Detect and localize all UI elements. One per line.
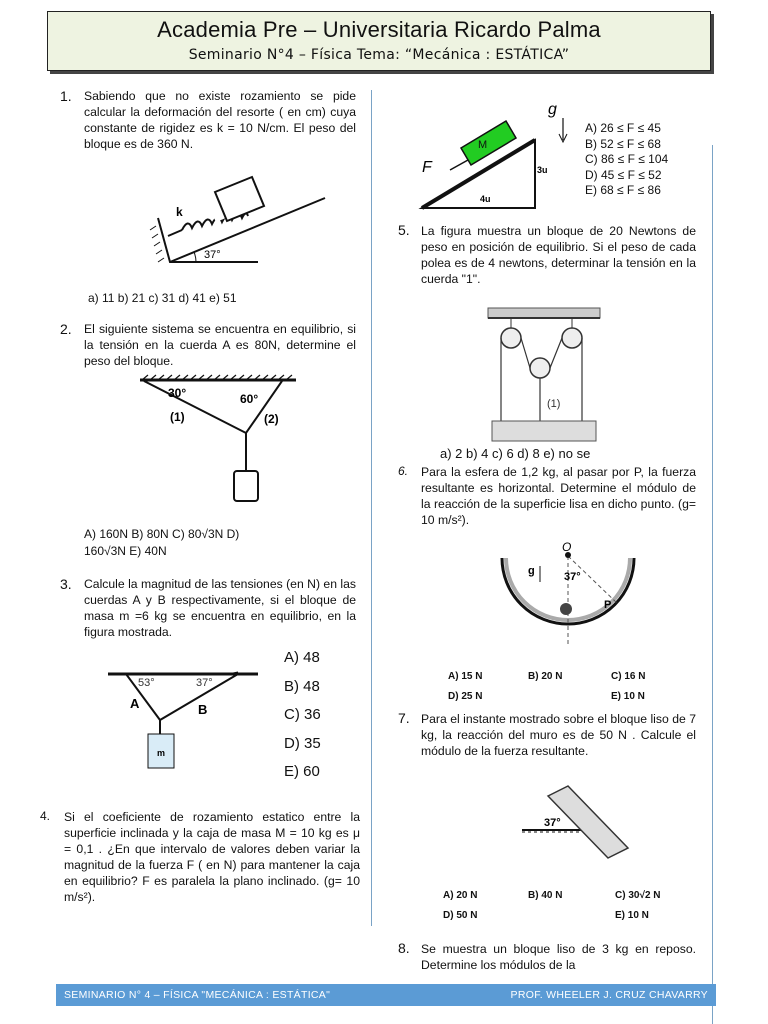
- q4-fig-g: g: [548, 101, 557, 118]
- q8-number: 8.: [398, 940, 410, 956]
- q4-fig-4u: 4u: [480, 194, 491, 204]
- q3-fig-a2: 37°: [196, 677, 213, 689]
- q2-fig-l1: (1): [170, 410, 185, 424]
- q1-fig-angle: 37°: [204, 249, 221, 261]
- q1-figure: [140, 170, 340, 274]
- q6-fig-g: g: [528, 565, 535, 577]
- q4-options: [585, 121, 668, 199]
- q2-fig-a2: 60°: [240, 392, 259, 406]
- q2-options-line2: 160√3N E) 40N: [84, 544, 167, 558]
- q2-options-line1: A) 160N B) 80N C) 80√3N D): [84, 527, 240, 541]
- q1-number: 1.: [60, 88, 72, 104]
- q5-fig-label: (1): [547, 398, 561, 410]
- q8-text: Se muestra un bloque liso de 3 kg en reposo. Determine los módulos de la: [421, 942, 696, 972]
- q6-fig-angle: 37°: [564, 571, 581, 583]
- q3-option-d: D) 35: [284, 734, 321, 752]
- q6-number: 6.: [398, 464, 409, 478]
- q4-option-a: A) 26 ≤ F ≤ 45: [585, 121, 661, 135]
- q4-number: 4.: [40, 809, 51, 823]
- q3-option-c: C) 36: [284, 706, 321, 723]
- q7-option-d: D) 50 N: [443, 910, 478, 921]
- page-title: Academia Pre – Universitaria Ricardo Palma: [157, 17, 601, 42]
- column-divider: [371, 90, 372, 926]
- q4-option-e: E) 68 ≤ F ≤ 86: [585, 183, 661, 197]
- q4-fig-3u: 3u: [537, 165, 548, 175]
- q3-fig-B: B: [198, 702, 208, 717]
- q7-option-a: A) 20 N: [443, 890, 478, 901]
- q4-option-d: D) 45 ≤ F ≤ 52: [585, 167, 662, 182]
- q3-fig-m: m: [157, 748, 166, 758]
- q5-options: a) 2 b) 4 c) 6 d) 8 e) no se: [440, 446, 591, 461]
- footer-left: SEMINARIO N° 4 – FÍSICA "MECÁNICA : ESTÁTICA": [64, 989, 331, 1001]
- q4-figure: [410, 88, 580, 216]
- q3-option-b: B) 48: [284, 677, 320, 695]
- q7-number: 7.: [398, 710, 410, 726]
- q7-option-e: E) 10 N: [615, 910, 649, 921]
- q4-fig-F: F: [422, 159, 432, 176]
- q5-number: 5.: [398, 222, 410, 238]
- q6-fig-O: O: [562, 540, 572, 554]
- q3-text: Calcule la magnitud de las tensiones (en N) en las cuerdas A y B respectivamente, si el bloque de masa m =6 kg se encuentra en equilibrio, en la figura mostrada.: [84, 577, 356, 639]
- q2-text: El siguiente sistema se encuentra en equilibrio, si la tensión en la cuerda A es 80N, determine el peso del bloque.: [84, 322, 356, 368]
- q6-text: Para la esfera de 1,2 kg, al pasar por P, la fuerza resultante es horizontal. Determine el módulo de la reacción de la superficie lisa en dicho punto. (g= 10 m/s²).: [421, 465, 696, 527]
- q2-number: 2.: [60, 321, 72, 337]
- q7-fig-angle: 37°: [544, 817, 561, 829]
- q2-figure: [134, 375, 314, 510]
- q4-fig-M: M: [478, 139, 488, 151]
- q7-text: Para el instante mostrado sobre el bloque liso de 7 kg, la reacción del muro es de 50 N . Calcule el módulo de la fuerza resultante.: [421, 712, 696, 758]
- q5-figure: [484, 306, 604, 444]
- q7-option-b: B) 40 N: [528, 890, 563, 901]
- q6-option-c: C) 16 N: [611, 671, 646, 682]
- column-divider-right: [712, 145, 713, 1024]
- q6-option-b: B) 20 N: [528, 671, 563, 682]
- q6-fig-P: P: [604, 599, 612, 611]
- q5-text: La figura muestra un bloque de 20 Newtons de peso en posición de equilibrio. Si el peso de cada polea es de 4 newtons, determinar la tensión en la cuerda "1".: [421, 224, 696, 286]
- q2-fig-l2: (2): [264, 412, 279, 426]
- q4-text: Si el coeficiente de rozamiento estatico entre la superficie inclinada y la caja de masa M = 10 kg es μ = 0,1 . ¿En que intervalo de valores deben variar la magnitud de la fuerza F ( en N) para mantener la caja en equilibrio? F es paralela la plano inclinado. (g= 10 m/s²).: [64, 810, 360, 904]
- footer-right: PROF. WHEELER J. CRUZ CHAVARRY: [510, 989, 708, 1001]
- page-subtitle: Seminario N°4 – Física Tema: “Mecánica : ESTÁTICA”: [188, 47, 570, 63]
- page-header: [47, 11, 711, 71]
- q1-fig-k: k: [176, 205, 183, 219]
- q7-option-c: C) 30√2 N: [615, 890, 661, 901]
- q6-option-a: A) 15 N: [448, 671, 483, 682]
- q3-fig-a1: 53°: [138, 677, 155, 689]
- q3-figure: [108, 672, 268, 772]
- q7-figure: [518, 784, 658, 864]
- q6-option-e: E) 10 N: [611, 691, 645, 702]
- q3-option-a: A) 48: [284, 649, 320, 666]
- q6-option-d: D) 25 N: [448, 691, 483, 702]
- q3-option-e: E) 60: [284, 763, 320, 780]
- q2-fig-a1: 30°: [168, 386, 187, 400]
- page-footer: [56, 984, 716, 1006]
- q1-text: Sabiendo que no existe rozamiento se pide calcular la deformación del resorte ( en cm) cuya constante de rigidez es k = 10 N/cm. El peso del bloque es de 360 N.: [84, 89, 356, 151]
- q4-option-b: B) 52 ≤ F ≤ 68: [585, 136, 661, 151]
- q1-options: a) 11 b) 21 c) 31 d) 41 e) 51: [88, 291, 237, 305]
- q3-options: [284, 649, 321, 804]
- q4-option-c: C) 86 ≤ F ≤ 104: [585, 152, 669, 166]
- q3-fig-A: A: [130, 696, 140, 711]
- q3-number: 3.: [60, 576, 72, 592]
- q6-figure: [494, 542, 644, 650]
